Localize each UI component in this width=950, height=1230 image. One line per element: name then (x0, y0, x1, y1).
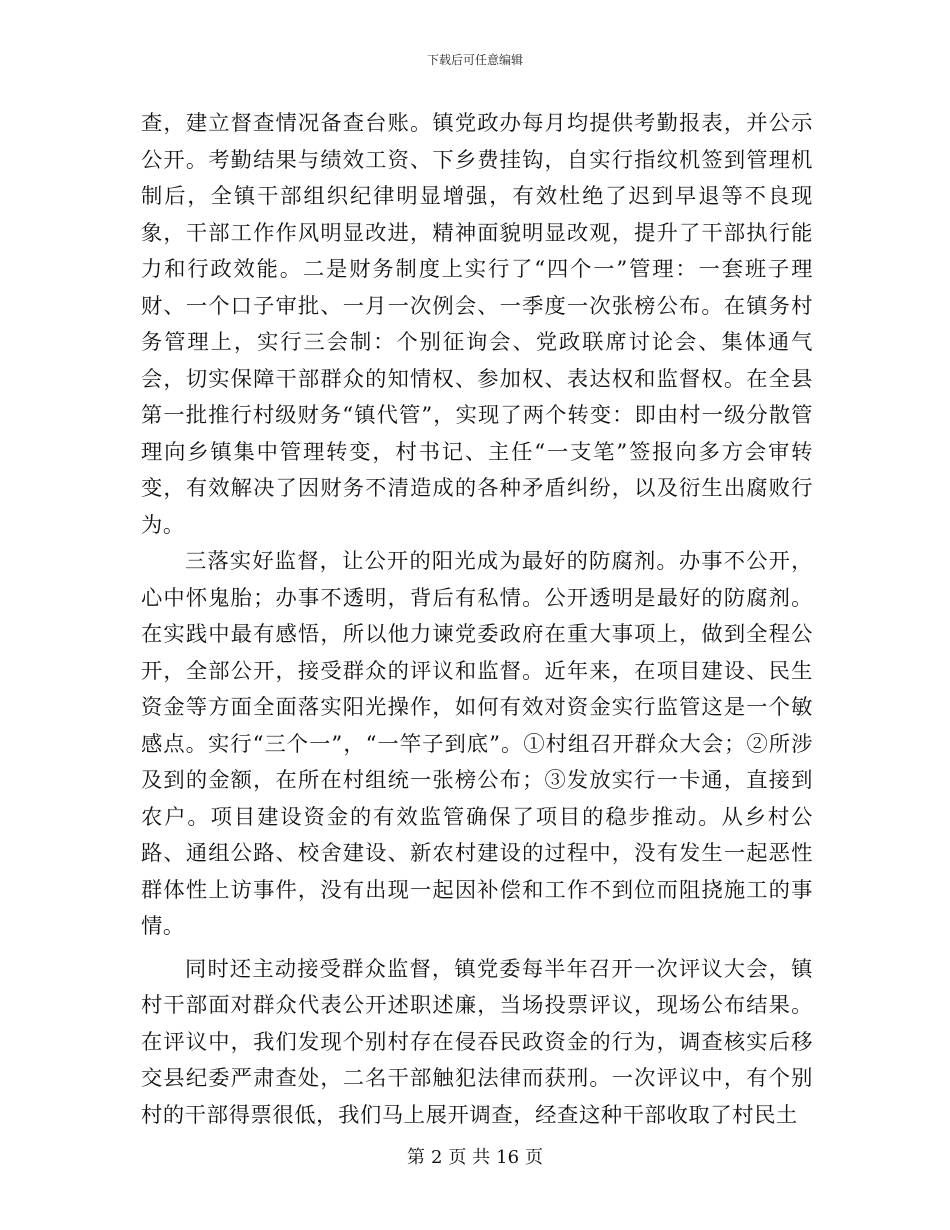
footer-page-number: 2 (430, 1147, 443, 1168)
footer-prefix: 第 (406, 1147, 425, 1168)
paragraph-1: 查，建立督查情况备查台账。镇党政办每月均提供考勤报表，并公示公开。考勤结果与绩效工资、下乡费挂钩，自实行指纹机签到管理机制后，全镇干部组织纪律明显增强，有效杜绝了迟到早退等不良现象，干部工作作风明显改进，精神面貌明显改观，提升了干部执行能力和行政效能。二是财务制度上实行了“四个一”管理：一套班子理财、一个口子审批、一月一次例会、一季度一次张榜公布。在镇务村务管理上，实行三会制：个别征询会、党政联席讨论会、集体通气会，切实保障干部群众的知情权、参加权、表达权和监督权。在全县第一批推行村级财务“镇代管”，实现了两个转变：即由村一级分散管理向乡镇集中管理转变，村书记、主任“一支笔”签报向多方会审转变，有效解决了因财务不清造成的各种矛盾纠纷，以及衍生出腐败行为。 (141, 111, 813, 538)
paragraph-2: 三落实好监督，让公开的阳光成为最好的防腐剂。办事不公开，心中怀鬼胎；办事不透明，背后有私情。公开透明是最好的防腐剂。在实践中最有感悟，所以他力谏党委政府在重大事项上，做到全程公开，全部公开，接受群众的评议和监督。近年来，在项目建设、民生资金等方面全面落实阳光操作，如何有效对资金实行监管这是一个敏感点。实行“三个一”，“一竿子到底”。①村组召开群众大会；②所涉及到的金额，在所在村组统一张榜公布；③发放实行一卡通，直接到农户。项目建设资金的有效监管确保了项目的稳步推动。从乡村公路、通组公路、校舍建设、新农村建设的过程中，没有发生一起恶性群体性上访事件，没有出现一起因补偿和工作不到位而阻挠施工的事情。 (141, 549, 813, 939)
footer-middle: 页 共 (448, 1147, 491, 1168)
footer-total-pages: 16 (496, 1147, 520, 1168)
page-header: 下载后可任意编辑 (426, 53, 523, 67)
page-footer (0, 1146, 950, 1170)
footer-suffix: 页 (525, 1147, 544, 1168)
document-body (141, 106, 813, 1134)
paragraph-3: 同时还主动接受群众监督，镇党委每半年召开一次评议大会，镇村干部面对群众代表公开述职述廉，当场投票评议，现场公布结果。在评议中，我们发现个别村存在侵吞民政资金的行为，调查核实后移交县纪委严肃查处，二名干部触犯法律而获刑。一次评议中，有个别村的干部得票很低，我们马上展开调查，经查这种干部收取了村民土 (141, 956, 813, 1128)
